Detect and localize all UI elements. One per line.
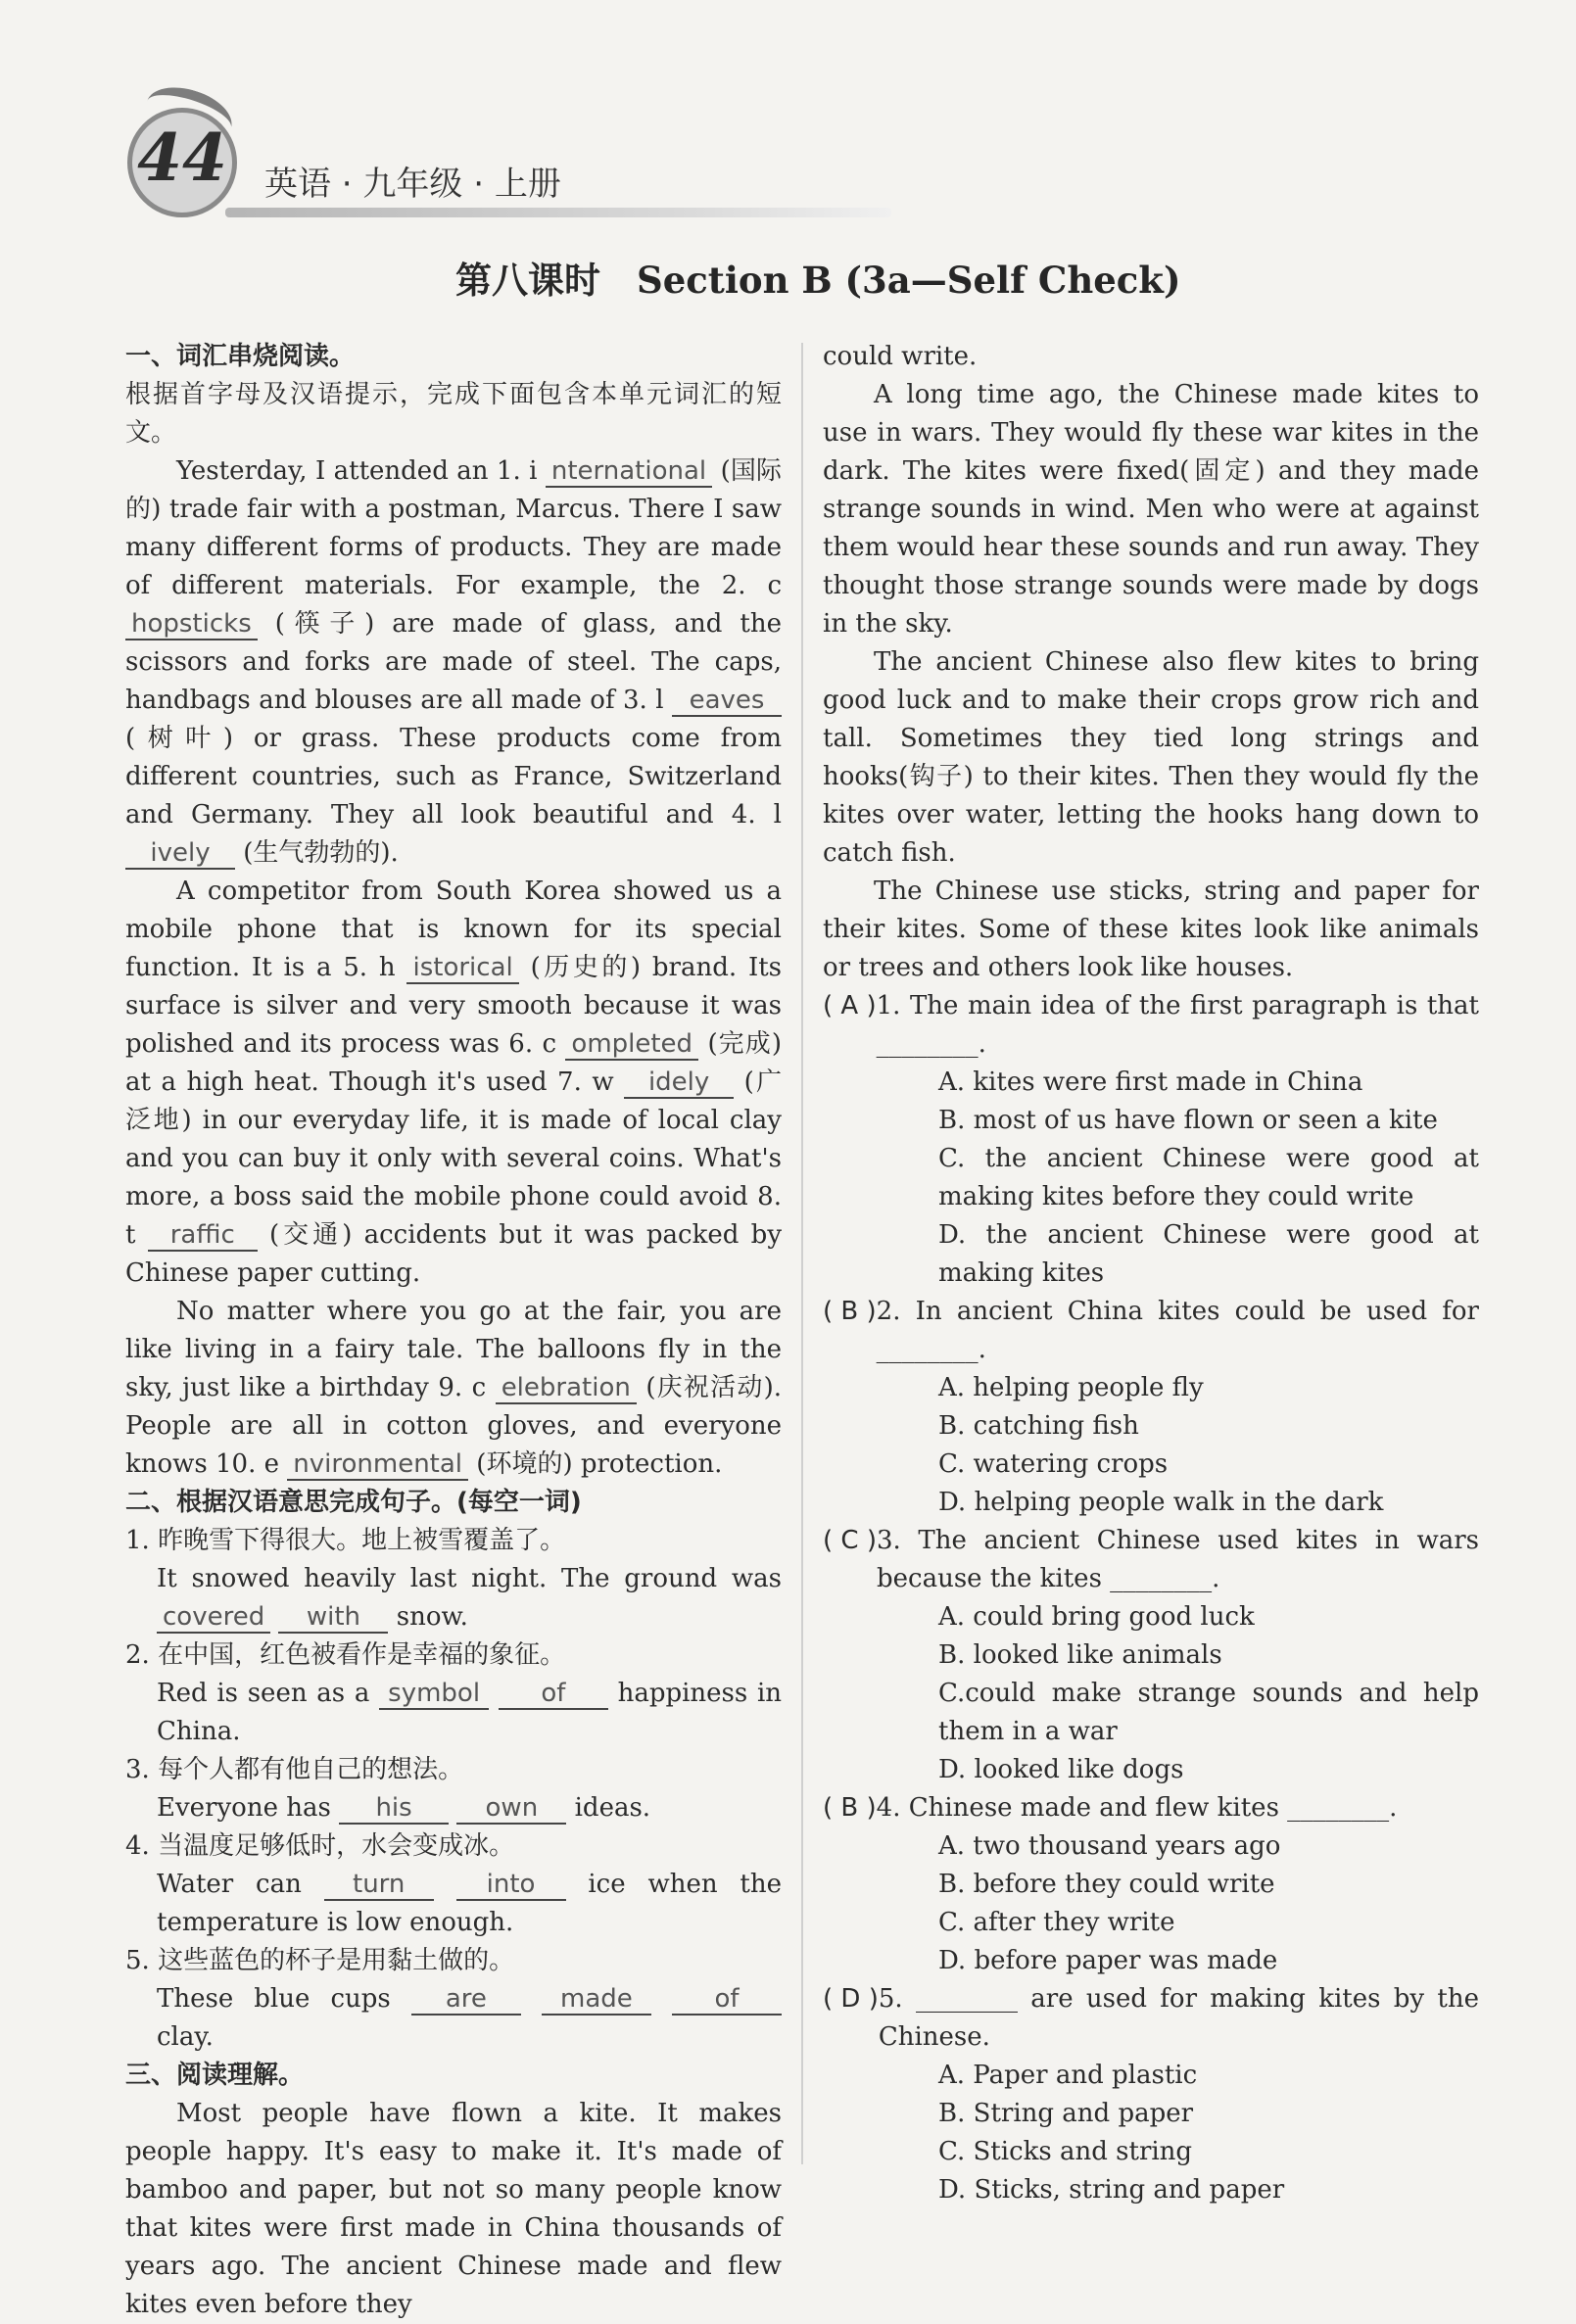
part2-q2-answer-1: symbol <box>379 1679 489 1710</box>
part2-q5-answer-2: made <box>542 1984 651 2016</box>
question-stem: 2. In ancient China kites could be used for ________. <box>876 1297 1479 1364</box>
question-5 <box>823 1980 1479 2209</box>
part2-q2-english <box>125 1675 782 1751</box>
answer-2: hopsticks <box>125 609 258 640</box>
answer-mark: ( B ) <box>823 1793 877 1823</box>
answer-3: eaves <box>672 686 782 717</box>
part2-q1-answer-1: covered <box>157 1602 270 1634</box>
answer-mark: ( B ) <box>823 1297 877 1326</box>
option: A. Paper and plastic <box>938 2061 1198 2090</box>
part2-q3-english <box>125 1789 782 1827</box>
question-3 <box>823 1522 1479 1789</box>
option: D. the ancient Chinese were good at making kites <box>938 1220 1479 1288</box>
text-segment: ideas. <box>574 1793 651 1823</box>
part2-q2-answer-2: of <box>499 1679 608 1710</box>
option: D. looked like dogs <box>938 1755 1184 1784</box>
text-segment: (历史的) brand. Its surface is silver and very smooth because it was polished and its process was 6. c <box>125 953 783 1059</box>
option: B. most of us have flown or seen a kite <box>938 1106 1438 1135</box>
text-segment: It snowed heavily last night. The ground was <box>157 1564 782 1593</box>
reading-paragraph-3: The ancient Chinese also flew kites to bring good luck and to make their crops grow rich and tall. Sometimes they tied long strings and hooks(钩子) to their kites. Then they would fly the kites over water, letting the hooks hang down to catch fish. <box>823 647 1479 868</box>
text-segment: Yesterday, I attended an 1. i <box>176 456 538 486</box>
column-divider <box>801 343 803 2164</box>
option: B. before they could write <box>938 1870 1275 1899</box>
text-segment: (广泛地) in our everyday life, it is made of local clay and you can buy it only with several coins. What's more, a boss said the mobile phone could avoid 8. t <box>125 1067 783 1250</box>
answer-mark: ( D ) <box>823 1984 879 2014</box>
text-segment: Everyone has <box>157 1793 331 1823</box>
answer-9: elebration <box>496 1373 637 1404</box>
part2-q1-chinese: 1. 昨晚雪下得很大。地上被雪覆盖了。 <box>125 1526 566 1555</box>
part2-q3-chinese: 3. 每个人都有他自己的想法。 <box>125 1755 464 1784</box>
question-1 <box>823 987 1479 1293</box>
page-header <box>118 90 784 217</box>
part2-q4-answer-2: into <box>456 1870 566 1901</box>
option: C. watering crops <box>938 1449 1169 1479</box>
text-segment: Red is seen as a <box>157 1679 370 1708</box>
text-segment: snow. <box>396 1602 468 1632</box>
text-segment: (完成) at a high heat. Though it's used 7. w <box>125 1029 783 1097</box>
option: B. catching fish <box>938 1411 1139 1441</box>
text-segment: (筷子) are made of glass, and the scissors and forks are made of steel. The caps, handbags and blouses are all made of 3. l <box>125 609 782 715</box>
text-segment: No matter where you go at the fair, you are like living in a fairy tale. The balloons fly in the sky, just like a birthday 9. c <box>125 1297 782 1402</box>
text-segment: clay. <box>157 2022 214 2052</box>
option: B. looked like animals <box>938 1640 1222 1670</box>
part2-q5-answer-1: are <box>411 1984 521 2016</box>
text-segment: (环境的) protection. <box>476 1449 723 1479</box>
question-stem: 1. The main idea of the first paragraph is that ________. <box>876 991 1479 1059</box>
part3-heading: 三、阅读理解。 <box>125 2061 305 2090</box>
part2-q1-english <box>125 1560 782 1636</box>
question-stem: 3. The ancient Chinese used kites in wars because the kites ________. <box>876 1526 1479 1593</box>
part2-q4-english <box>125 1866 782 1942</box>
text-segment: (庆祝活动). People are all in cotton gloves, and everyone knows 10. e <box>125 1373 783 1479</box>
text-segment: (交通) accidents but it was packed by Chinese paper cutting. <box>125 1220 783 1288</box>
answer-1: nternational <box>546 456 712 488</box>
right-column <box>823 338 1479 2209</box>
answer-7: idely <box>624 1067 734 1099</box>
answer-8: raffic <box>148 1220 258 1252</box>
option: B. String and paper <box>938 2099 1194 2128</box>
option: C.could make strange sounds and help them in a war <box>938 1679 1479 1746</box>
text-segment: Water can <box>157 1870 302 1899</box>
answer-6: ompleted <box>565 1029 698 1061</box>
answer-mark: ( A ) <box>823 991 877 1020</box>
left-column <box>125 338 782 2324</box>
header-rule <box>225 208 891 217</box>
part2-q4-answer-1: turn <box>324 1870 434 1901</box>
part2-q3-answer-1: his <box>339 1793 449 1825</box>
part2-q5-english <box>125 1980 782 2057</box>
option: D. before paper was made <box>938 1946 1278 1975</box>
text-segment: ice when the temperature is low enough. <box>157 1870 782 1937</box>
part1-instruction: 根据首字母及汉语提示，完成下面包含本单元词汇的短文。 <box>125 380 782 448</box>
option: D. Sticks, string and paper <box>938 2175 1285 2205</box>
lesson-title: 第八课时 Section B (3a—Self Check) <box>455 259 1181 302</box>
part2-q3-answer-2: own <box>456 1793 566 1825</box>
option: C. after they write <box>938 1908 1175 1937</box>
question-4 <box>823 1789 1479 1980</box>
option: A. helping people fly <box>938 1373 1204 1402</box>
question-2 <box>823 1293 1479 1522</box>
answer-10: nvironmental <box>287 1449 468 1481</box>
reading-paragraph-1-continued: could write. <box>823 342 978 371</box>
option: C. Sticks and string <box>938 2137 1193 2166</box>
part1-paragraph-1 <box>125 452 782 873</box>
part2-q4-chinese: 4. 当温度足够低时，水会变成冰。 <box>125 1831 515 1861</box>
answer-5: istorical <box>406 953 518 984</box>
text-segment: (生气勃勃的). <box>243 838 399 868</box>
part2-q1-answer-2: with <box>278 1602 388 1634</box>
text-segment: (树叶) or grass. These products come from different countries, such as France, Switzerland and Germany. They all look beautiful and 4. l <box>125 724 782 830</box>
option: C. the ancient Chinese were good at making kites before they could write <box>938 1144 1479 1211</box>
reading-paragraph-1: Most people have flown a kite. It makes people happy. It's easy to make it. It's made of bamboo and paper, but not so many people know that kites were first made in China thousands of years ago. The ancient Chinese made and flew kites even before they <box>125 2099 782 2319</box>
part2-q5-answer-3: of <box>672 1984 782 2016</box>
part1-heading: 一、词汇串烧阅读。 <box>125 342 356 371</box>
reading-paragraph-4: The Chinese use sticks, string and paper for their kites. Some of these kites look like animals or trees and others look like houses. <box>823 877 1479 982</box>
part1-paragraph-2 <box>125 873 782 1293</box>
answer-mark: ( C ) <box>823 1526 877 1555</box>
text-segment: (国际的) trade fair with a postman, Marcus. There I saw many different forms of products. They are made of different materials. For example, the 2. c <box>125 456 782 600</box>
question-stem: 4. Chinese made and flew kites ________. <box>876 1793 1398 1823</box>
part1-paragraph-3 <box>125 1293 782 1484</box>
option: A. could bring good luck <box>938 1602 1255 1632</box>
text-segment: happiness in China. <box>157 1679 783 1746</box>
option: D. helping people walk in the dark <box>938 1488 1384 1517</box>
question-stem: 5. ________ are used for making kites by the Chinese. <box>878 1984 1479 2052</box>
page-number: 44 <box>137 119 227 196</box>
text-segment: A competitor from South Korea showed us a mobile phone that is known for its special function. It is a 5. h <box>125 877 782 982</box>
text-segment: These blue cups <box>157 1984 391 2014</box>
part2-heading: 二、根据汉语意思完成句子。(每空一词) <box>125 1488 582 1517</box>
option: A. kites were first made in China <box>938 1067 1363 1097</box>
option: A. two thousand years ago <box>938 1831 1281 1861</box>
reading-paragraph-2: A long time ago, the Chinese made kites to use in wars. They would fly these war kites in the dark. The kites were fixed(固定) and they made strange sounds in wind. Men who were at against them would hear these sounds and run away. They thought those strange sounds were made by dogs in the sky. <box>823 380 1479 639</box>
part2-q5-chinese: 5. 这些蓝色的杯子是用黏土做的。 <box>125 1946 515 1975</box>
book-title: 英语 · 九年级 · 上册 <box>264 165 561 204</box>
part2-q2-chinese: 2. 在中国，红色被看作是幸福的象征。 <box>125 1640 566 1670</box>
answer-4: ively <box>125 838 235 870</box>
